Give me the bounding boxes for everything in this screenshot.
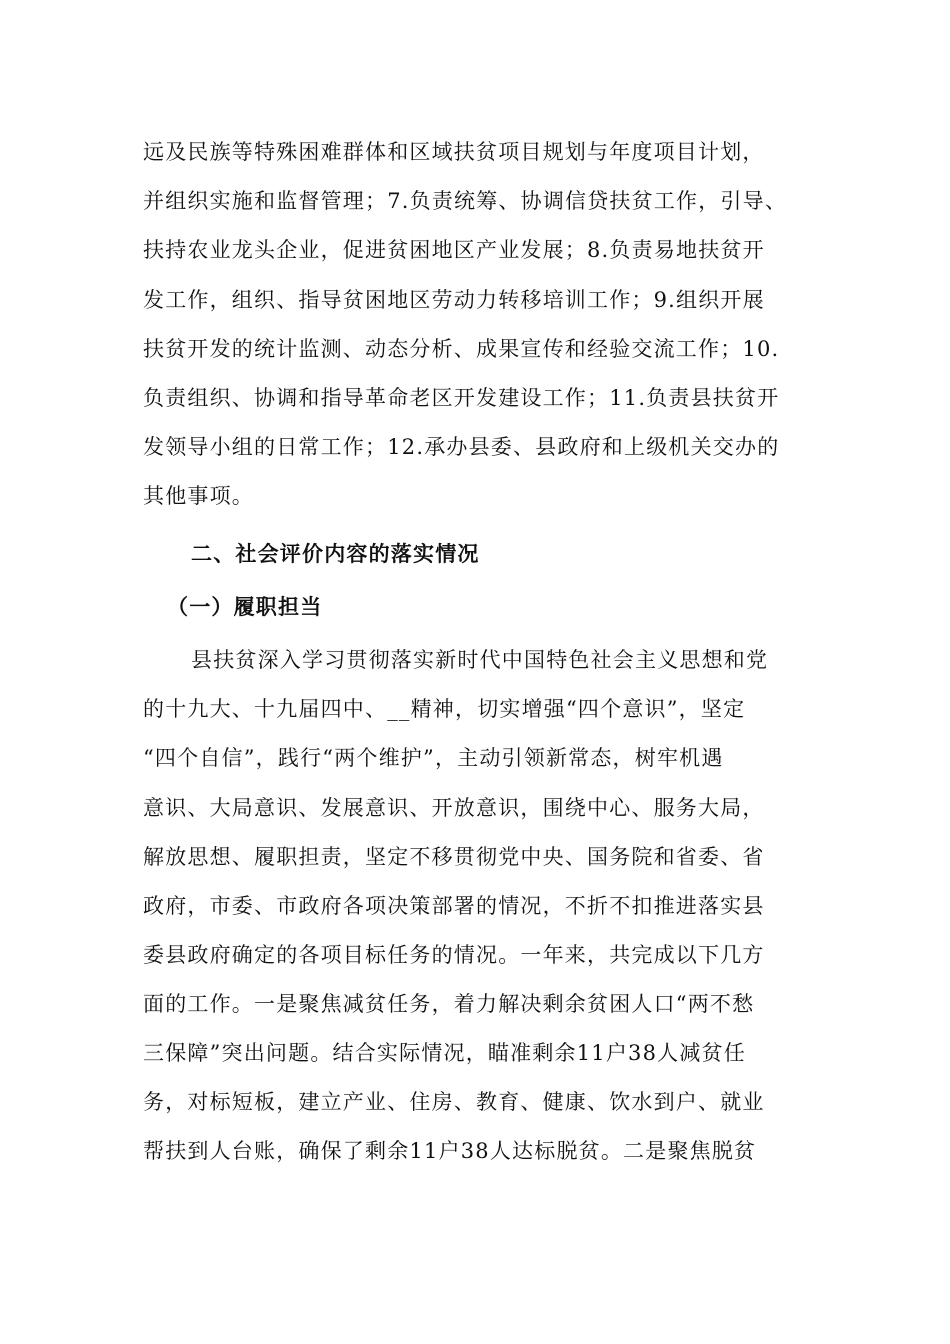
text-line: 县扶贫深入学习贯彻落实新时代中国特色社会主义思想和党 <box>191 648 769 672</box>
text-line: 扶贫开发的统计监测、动态分析、成果宣传和经验交流工作；10. <box>143 337 780 361</box>
text-line: 远及民族等特殊困难群体和区域扶贫项目规划与年度项目计划， <box>143 140 765 164</box>
text-line: 发工作，组织、指导贫困地区劳动力转移培训工作；9.组织开展 <box>143 288 765 312</box>
text-line: 委县政府确定的各项目标任务的情况。一年来，共完成以下几方 <box>143 943 765 967</box>
text-line: 帮扶到人台账，确保了剩余11户38人达标脱贫。二是聚焦脱贫 <box>143 1139 757 1163</box>
text-line: 三保障”突出问题。结合实际情况，瞄准剩余11户38人减贫任 <box>143 1041 746 1065</box>
text-line: 扶持农业龙头企业，促进贫困地区产业发展；8.负责易地扶贫开 <box>143 238 765 262</box>
text-line: 负责组织、协调和指导革命老区开发建设工作；11.负责县扶贫开 <box>143 386 780 410</box>
text-line: “四个自信”，践行“两个维护”，主动引领新常态，树牢机遇 <box>143 746 724 770</box>
section-heading: 二、社会评价内容的落实情况 <box>191 542 480 566</box>
text-line: 的十九大、十九届四中、__精神，切实增强“四个意识”，坚定 <box>143 697 746 721</box>
text-line: 面的工作。一是聚焦减贫任务，着力解决剩余贫困人口“两不愁 <box>143 992 755 1016</box>
text-line: 并组织实施和监督管理；7.负责统筹、协调信贷扶贫工作，引导、 <box>143 189 788 213</box>
text-line: 政府，市委、市政府各项决策部署的情况，不折不扣推进落实县 <box>143 894 765 918</box>
text-line: 意识、大局意识、发展意识、开放意识，围绕中心、服务大局， <box>143 796 765 820</box>
text-line: 其他事项。 <box>143 484 254 508</box>
text-line: 解放思想、履职担责，坚定不移贯彻党中央、国务院和省委、省 <box>143 845 765 869</box>
text-line: 发领导小组的日常工作；12.承办县委、县政府和上级机关交办的 <box>143 435 780 459</box>
subsection-heading: （一）履职担当 <box>167 595 323 619</box>
text-line: 务，对标短板，建立产业、住房、教育、健康、饮水到户、就业 <box>143 1090 765 1114</box>
